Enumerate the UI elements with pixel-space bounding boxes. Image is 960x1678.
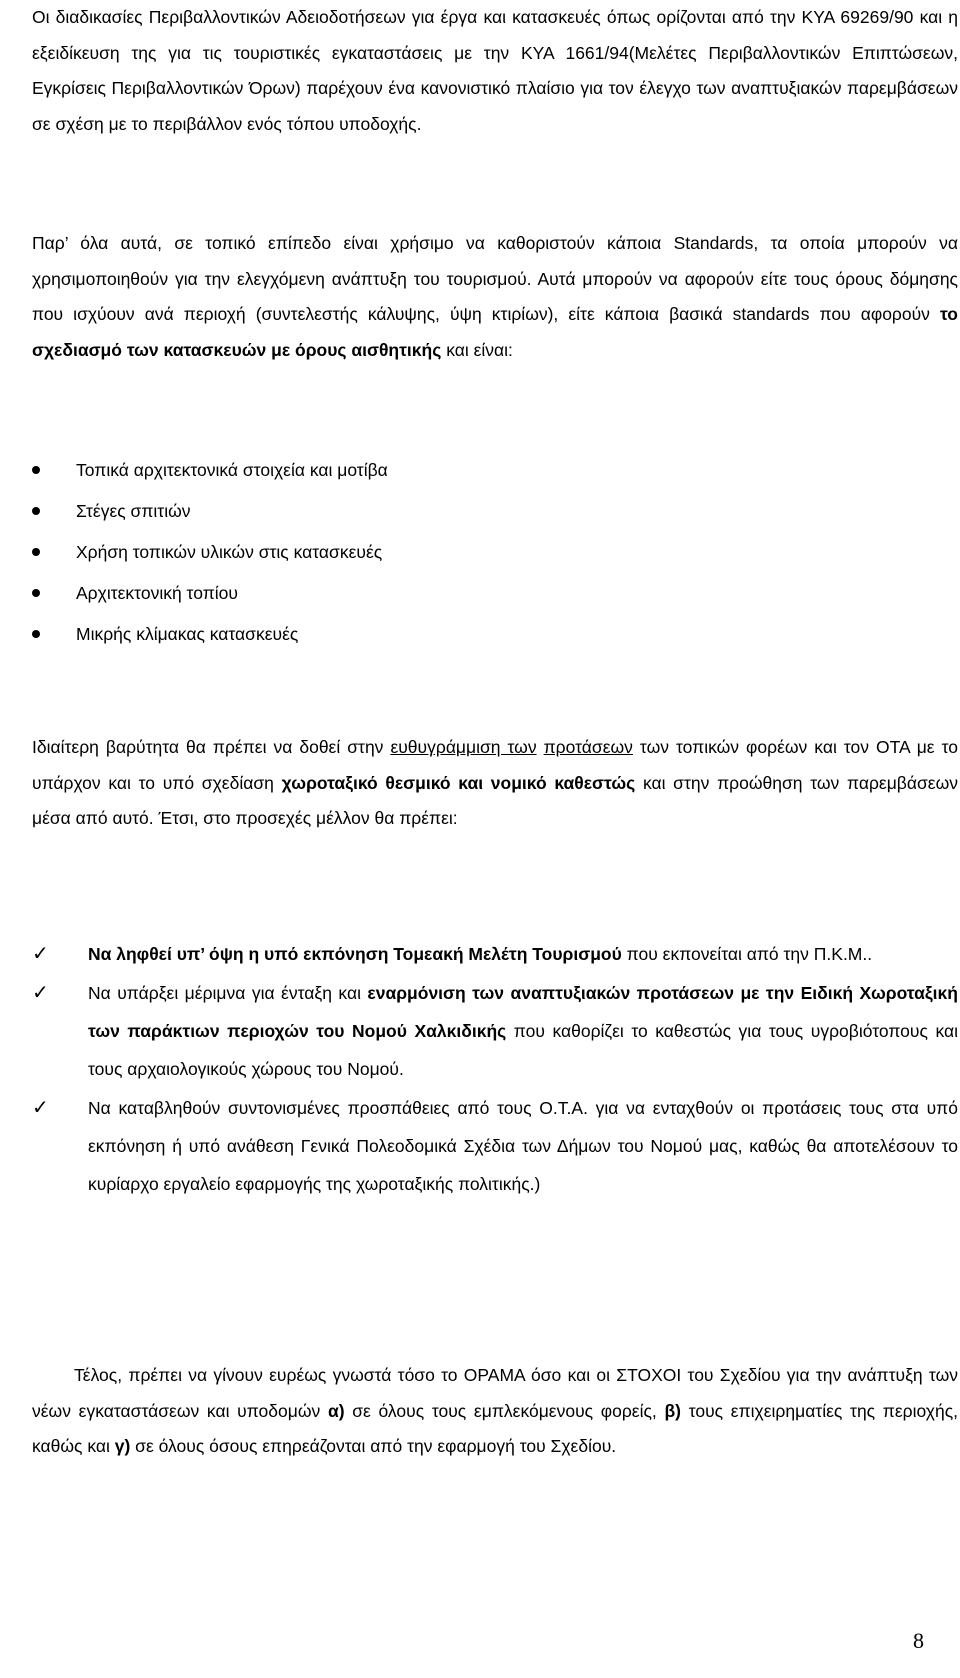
emphasis-text: γ) — [114, 1436, 131, 1456]
list-item-text: Να καταβληθούν συντονισμένες προσπάθειες από τους Ο.Τ.Α. για να ενταχθούν οι προτάσεις τους στα υπό εκπόνηση ή υπό ανάθεση Γενικά Πολεοδομικά Σχέδια των Δήμων του Νομού μας, καθώς θα αποτελέσουν το κυρίαρχο εργαλείο εφαρμογής της χωροταξικής πολιτικής.) — [88, 1098, 958, 1194]
list-item-text: Στέγες σπιτιών — [76, 501, 191, 521]
page-number: 8 — [913, 1628, 924, 1653]
emphasis-text: α) — [327, 1400, 345, 1421]
paragraph-alignment — [32, 730, 958, 837]
paragraph-text: των τοπικών φορέων και τον ΟΤΑ με το υπάρχον και το υπό σχεδίαση — [32, 737, 958, 793]
bullet-dot-icon — [32, 548, 40, 556]
list-item-text: Αρχιτεκτονική τοπίου — [76, 583, 238, 603]
check-mark-icon: ✓ — [32, 980, 49, 1004]
paragraph-text: και είναι: — [441, 339, 513, 360]
list-item-text — [88, 935, 958, 973]
bullet-dot-icon — [32, 466, 40, 474]
paragraph-environmental-licensing: Οι διαδικασίες Περιβαλλοντικών Αδειοδοτήσεων για έργα και κατασκευές όπως ορίζονται από την ΚΥΑ 69269/90 και η εξειδίκευση της για τις τουριστικές εγκαταστάσεις με την ΚΥΑ 1661/94(Μελέτες Περιβαλλοντικών Επιπτώσεων, Εγκρίσεις Περιβαλλοντικών Όρων) παρέχουν ένα κανονιστικό πλαίσιο για τον έλεγχο των αναπτυξιακών παρεμβάσεων σε σχέση με το περιβάλλον ενός τόπου υποδοχής. — [32, 7, 958, 134]
bullet-dot-icon — [32, 589, 40, 597]
list-item-text: Χρήση τοπικών υλικών στις κατασκευές — [76, 542, 383, 562]
paragraph-text: σε όλους όσους επηρεάζονται από την εφαρμογή του Σχεδίου. — [130, 1436, 617, 1456]
paragraph-text: Να υπάρξει μέριμνα για ένταξη και — [88, 983, 368, 1003]
emphasis-text: β) — [664, 1400, 681, 1421]
list-item — [32, 935, 958, 973]
list-item — [32, 450, 932, 491]
paragraph-text: Ιδιαίτερη βαρύτητα θα πρέπει να δοθεί στην — [32, 737, 391, 757]
emphasis-text: Να ληφθεί υπ’ όψη η υπό εκπόνηση Τομεακή Μελέτη Τουρισμού — [88, 944, 622, 964]
actions-check-list — [32, 935, 958, 1204]
emphasis-text: εναρμόνιση των αναπτυξιακών προτάσεων με την Ειδική Χωροταξική των παράκτιων περιοχών του Νομού Χαλκιδικής — [88, 983, 958, 1041]
paragraph-vision — [32, 1358, 958, 1465]
list-item — [32, 974, 958, 1088]
bullet-dot-icon — [32, 630, 40, 638]
check-mark-icon: ✓ — [32, 941, 49, 965]
list-item-text: Μικρής κλίμακας κατασκευές — [76, 624, 299, 644]
paragraph-text — [537, 737, 544, 757]
paragraph-local-standards — [32, 226, 958, 368]
underlined-text: προτάσεων — [543, 737, 633, 757]
list-item — [32, 573, 932, 614]
paragraph-text: τους επιχειρηματίες της περιοχής, καθώς και — [32, 1400, 958, 1456]
list-item-text — [88, 974, 958, 1088]
paragraph-text: που εκπονείται από την Π.Κ.Μ.. — [621, 944, 873, 964]
list-item — [32, 491, 932, 532]
list-item — [32, 532, 932, 573]
list-item — [32, 614, 932, 655]
list-item — [32, 1089, 958, 1203]
check-mark-icon: ✓ — [32, 1095, 49, 1119]
paragraph-text: και στην προώθηση των παρεμβάσεων μέσα από αυτό. Έτσι, στο προσεχές μέλλον θα πρέπει: — [32, 772, 958, 828]
paragraph-text: Παρ’ όλα αυτά, σε τοπικό επίπεδο είναι χρήσιμο να καθοριστούν κάποια Standards, τα οποία μπορούν να χρησιμοποιηθούν για την ελεγχόμενη ανάπτυξη του τουρισμού. Αυτά μπορούν να αφορούν είτε τους όρους δόμησης που ισχύουν ανά περιοχή (συντελεστής κάλυψης, ύψη κτιρίων), είτε κάποια βασικά standards που αφορούν — [32, 233, 958, 324]
emphasis-text: χωροταξικό θεσμικό και νομικό καθεστώς — [281, 772, 636, 793]
standards-bullet-list — [32, 450, 932, 655]
list-item-text: Τοπικά αρχιτεκτονικά στοιχεία και μοτίβα — [76, 460, 388, 480]
emphasis-text: το σχεδιασμό των κατασκευών με όρους αισθητικής — [32, 304, 958, 360]
underlined-text: ευθυγράμμιση των — [390, 737, 537, 757]
paragraph-text: Τέλος, πρέπει να γίνουν ευρέως γνωστά τόσο το ΟΡΑΜΑ όσο και οι ΣΤΟΧΟΙ του Σχεδίου για την ανάπτυξη των νέων εγκαταστάσεων και υποδομών — [32, 1365, 958, 1421]
paragraph-text: σε όλους τους εμπλεκόμενους φορείς, — [344, 1400, 665, 1421]
bullet-dot-icon — [32, 507, 40, 515]
paragraph-text: που καθορίζει το καθεστώς για τους υγροβιότοπους και τους αρχαιολογικούς χώρους του Νομού. — [88, 1021, 958, 1079]
